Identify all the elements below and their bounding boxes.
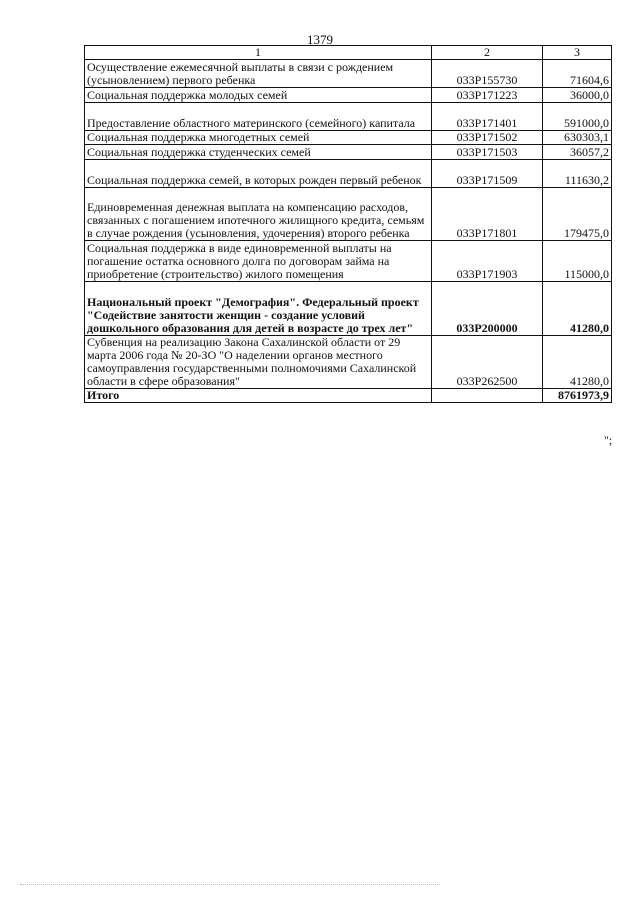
- total-amount: 8761973,9: [543, 389, 612, 403]
- row-amount: 115000,0: [543, 241, 612, 282]
- row-code: 033P155730: [432, 60, 543, 88]
- row-name: Предоставление областного материнского (семейного) капитала: [85, 103, 432, 131]
- table-row: [85, 103, 612, 131]
- row-amount: 71604,6: [543, 60, 612, 88]
- row-code: 033P171401: [432, 103, 543, 131]
- closing-quote-mark: ";: [604, 433, 613, 447]
- row-name: Социальная поддержка семей, в которых рожден первый ребенок: [85, 160, 432, 188]
- row-name: Субвенция на реализацию Закона Сахалинской области от 29 марта 2006 года № 20-ЗО "О наделении органов местного самоуправления государственными полномочиями Сахалинской области в сфере образования": [85, 336, 432, 389]
- row-amount: 179475,0: [543, 188, 612, 241]
- row-amount: 41280,0: [543, 336, 612, 389]
- total-row: [85, 389, 612, 403]
- row-name: Осуществление ежемесячной выплаты в связи с рождением (усыновлением) первого ребенка: [85, 60, 432, 88]
- row-code: 033P171903: [432, 241, 543, 282]
- row-name: Национальный проект "Демография". Федеральный проект "Содействие занятости женщин - создание условий дошкольного образования для детей в возрасте до трех лет": [85, 282, 432, 336]
- row-name: Единовременная денежная выплата на компенсацию расходов, связанных с погашением ипотечного жилищного кредита, семьям в случае рождения (усыновления, удочерения) второго ребенка: [85, 188, 432, 241]
- header-col-2: 2: [432, 46, 543, 60]
- row-amount: 591000,0: [543, 103, 612, 131]
- total-label: Итого: [85, 389, 432, 403]
- row-name: Социальная поддержка студенческих семей: [85, 145, 432, 160]
- row-name: Социальная поддержка многодетных семей: [85, 131, 432, 145]
- header-col-1: 1: [85, 46, 432, 60]
- table-row: [85, 282, 612, 336]
- row-name: Социальная поддержка в виде единовременной выплаты на погашение остатка основного долга по договорам займа на приобретение (строительство) жилого помещения: [85, 241, 432, 282]
- table-row: [85, 131, 612, 145]
- row-amount: 36000,0: [543, 88, 612, 103]
- table-row: [85, 88, 612, 103]
- scan-artifact-line: [20, 884, 440, 888]
- row-code: 033P200000: [432, 282, 543, 336]
- table-row: [85, 145, 612, 160]
- row-amount: 111630,2: [543, 160, 612, 188]
- row-code: 033P171502: [432, 131, 543, 145]
- row-code: 033P171801: [432, 188, 543, 241]
- row-code: 033P171223: [432, 88, 543, 103]
- table-row: [85, 336, 612, 389]
- row-amount: 630303,1: [543, 131, 612, 145]
- table-row: [85, 60, 612, 88]
- row-code: 033P171509: [432, 160, 543, 188]
- table-row: [85, 241, 612, 282]
- budget-table: [84, 45, 612, 403]
- row-name: Социальная поддержка молодых семей: [85, 88, 432, 103]
- table-row: [85, 160, 612, 188]
- header-col-3: 3: [543, 46, 612, 60]
- table-header-row: [85, 46, 612, 60]
- table-row: [85, 188, 612, 241]
- page-number: 1379: [307, 32, 333, 47]
- total-code: [432, 389, 543, 403]
- row-amount: 41280,0: [543, 282, 612, 336]
- row-code: 033P262500: [432, 336, 543, 389]
- row-code: 033P171503: [432, 145, 543, 160]
- row-amount: 36057,2: [543, 145, 612, 160]
